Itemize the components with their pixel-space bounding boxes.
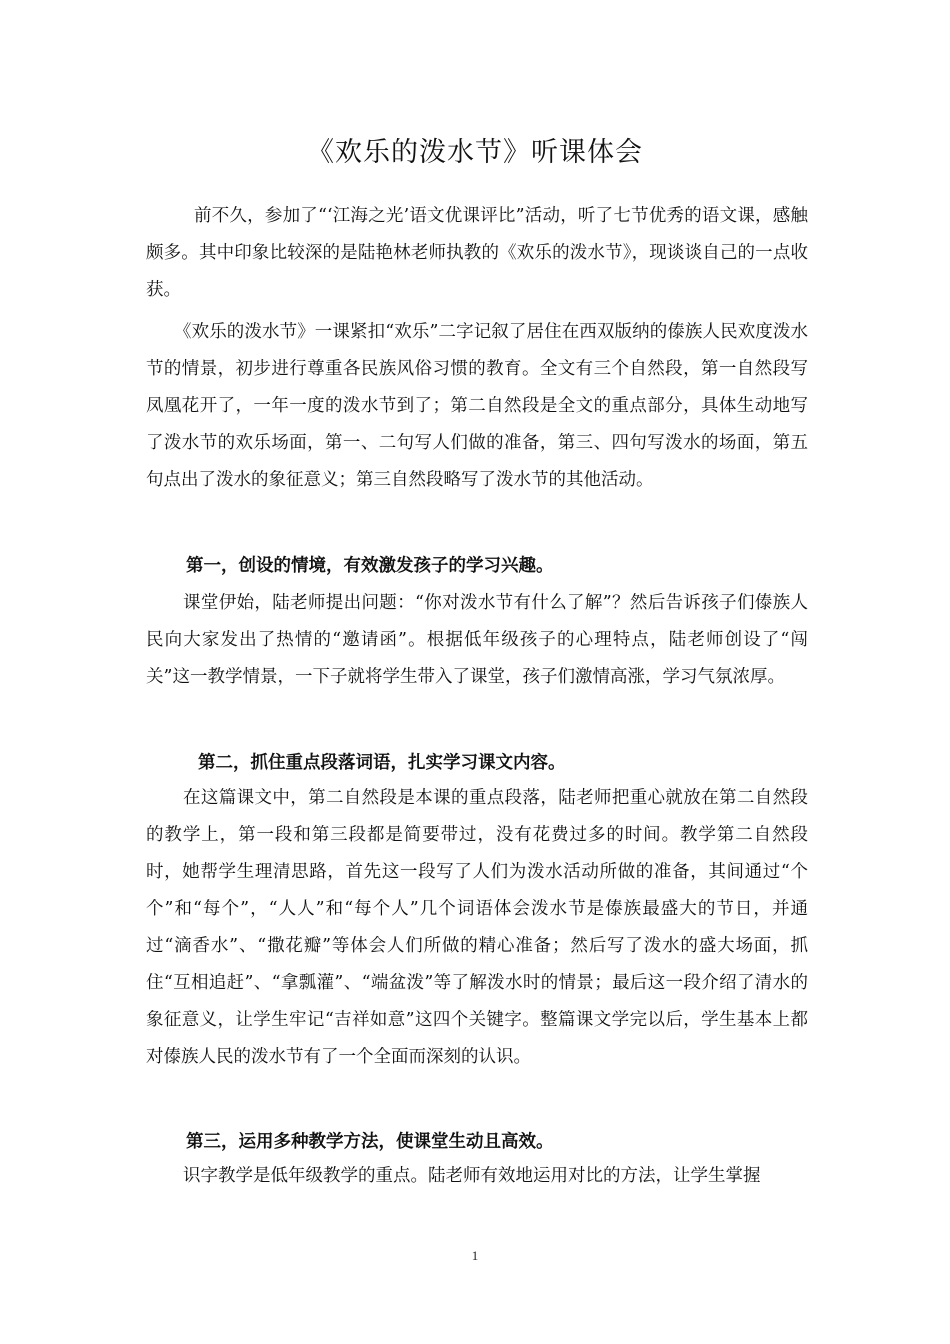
section-heading-3: 第三，运用多种教学方法，使课堂生动且高效。 [186,1132,554,1152]
section-body-2: 在这篇课文中，第二自然段是本课的重点段落，陆老师把重心就放在第二自然段的教学上，第一段和第三段都是简要带过，没有花费过多的时间。教学第二自然段时，她帮学生理清思路，首先这一段写了人们为泼水活动所做的准备，其间通过“个个”和“每个”，“人人”和“每个人”几个词语体会泼水节是傣族最盛大的节日，并通过“滴香水”、“撒花瓣”等体会人们所做的精心准备；然后写了泼水的盛大场面，抓住“互相追赶”、“拿瓢灌”、“端盆泼”等了解泼水时的情景；最后这一段介绍了清水的象征意义，让学生牢记“吉祥如意”这四个关键字。整篇课文学完以后，学生基本上都对傣族人民的泼水节有了一个全面而深刻的认识。 [146,788,808,1067]
intro-paragraph: 前不久，参加了“‘江海之光’语文优课评比”活动，听了七节优秀的语文课，感触颇多。其中印象比较深的是陆艳林老师执教的《欢乐的泼水节》，现谈谈自己的一点收获。 [146,206,808,300]
section-heading-2: 第二，抓住重点段落词语，扎实学习课文内容。 [198,753,566,773]
section-body-3: 识字教学是低年级教学的重点。陆老师有效地运用对比的方法，让学生掌握 [183,1166,761,1186]
section-body-1: 课堂伊始，陆老师提出问题：“你对泼水节有什么了解”？然后告诉孩子们傣族人民向大家发出了热情的“邀请函”。根据低年级孩子的心理特点，陆老师创设了“闯关”这一教学情景，一下子就将学生带入了课堂，孩子们激情高涨，学习气氛浓厚。 [146,593,808,687]
overview-paragraph: 《欢乐的泼水节》一课紧扣“欢乐”二字记叙了居住在西双版纳的傣族人民欢度泼水节的情景，初步进行尊重各民族风俗习惯的教育。全文有三个自然段，第一自然段写凤凰花开了，一年一度的泼水节到了；第二自然段是全文的重点部分，具体生动地写了泼水节的欢乐场面，第一、二句写人们做的准备，第三、四句写泼水的场面，第五句点出了泼水的象征意义；第三自然段略写了泼水节的其他活动。 [146,322,808,490]
section-heading-1: 第一，创设的情境，有效激发孩子的学习兴趣。 [186,556,554,576]
page-number: 1 [471,1248,479,1263]
document-title: 《欢乐的泼水节》听课体会 [307,137,643,168]
